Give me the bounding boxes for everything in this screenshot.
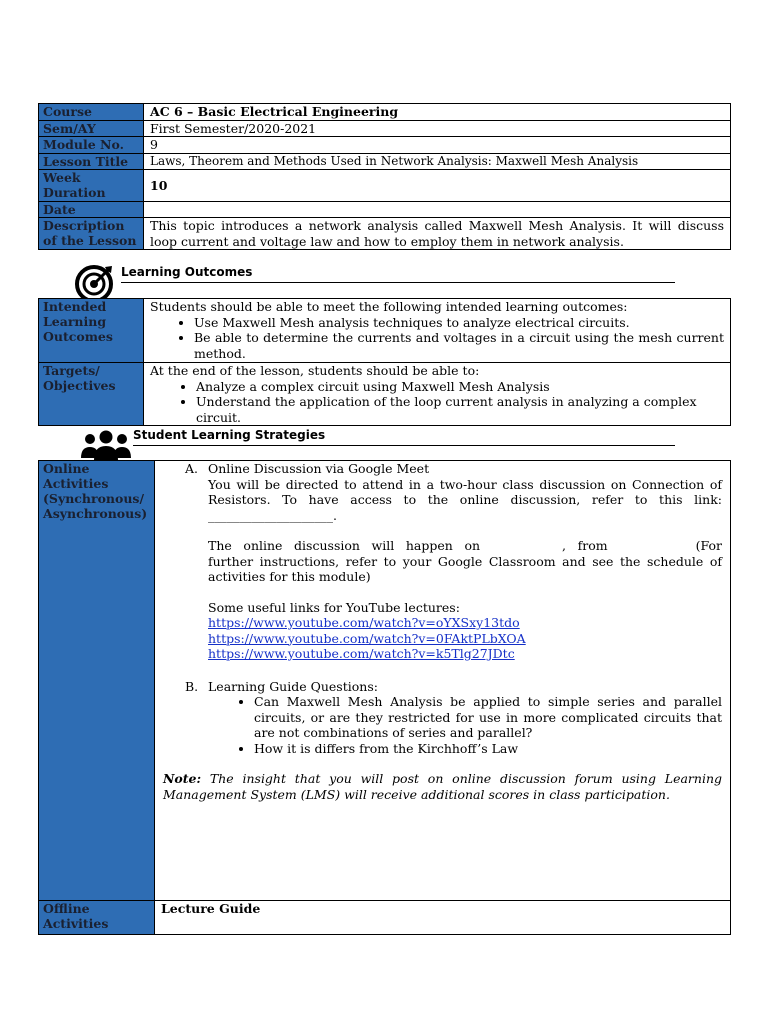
row-label: Sem/AY xyxy=(39,120,144,137)
online-activities-label: Online Activities (Synchronous/ Asynchronous) xyxy=(39,461,155,901)
row-value: Laws, Theorem and Methods Used in Network Analysis: Maxwell Mesh Analysis xyxy=(144,153,731,170)
learning-outcomes-heading: Learning Outcomes xyxy=(121,265,253,279)
heading-rule xyxy=(121,282,675,283)
row-value: First Semester/2020-2021 xyxy=(144,120,731,137)
row-value: AC 6 – Basic Electrical Engineering xyxy=(144,104,731,121)
row-value: 10 xyxy=(144,170,731,202)
targets-label: Targets/ Objectives xyxy=(39,363,144,426)
activity-b-title: Learning Guide Questions: xyxy=(208,678,378,694)
youtube-link[interactable]: https://www.youtube.com/watch?v=k5Tlg27JDtc xyxy=(208,646,515,661)
list-item: • Understand the application of the loop current analysis in analyzing a complex circuit. xyxy=(196,394,724,425)
list-item: • How it is differs from the Kirchhoff’s Law xyxy=(254,741,722,757)
table-row xyxy=(39,299,731,363)
table-row xyxy=(39,153,731,170)
row-label: Description of the Lesson xyxy=(39,218,144,250)
activity-a xyxy=(185,461,722,662)
list-item: • Use Maxwell Mesh analysis techniques to analyze electrical circuits. xyxy=(194,315,724,331)
row-label: Date xyxy=(39,202,144,218)
people-icon xyxy=(80,428,132,462)
item-marker: A. xyxy=(185,461,199,476)
schedule-paragraph: The online discussion will happen on , from (For further instructions, refer to your Google Classroom and see the schedule of activities for this module) xyxy=(208,538,723,584)
row-value xyxy=(144,202,731,218)
intended-outcomes-label: Intended Learning Outcomes xyxy=(39,299,144,363)
table-row xyxy=(39,170,731,202)
row-label: Course xyxy=(39,104,144,121)
table-row xyxy=(39,461,731,901)
row-value: This topic introduces a network analysis called Maxwell Mesh Analysis. It will discuss loop current and voltage law and how to employ them in network analysis. xyxy=(144,218,731,250)
offline-activities-label: Offline Activities xyxy=(39,901,155,935)
intended-intro: Students should be able to meet the following intended learning outcomes: xyxy=(150,299,628,314)
activity-b xyxy=(185,679,722,757)
heading-rule xyxy=(133,445,675,446)
table-row xyxy=(39,137,731,154)
list-item: • Can Maxwell Mesh Analysis be applied to simple series and parallel circuits, or are they restricted for use in more complicated circuits that are not combinations of series and parallel? xyxy=(254,694,722,741)
note-paragraph: Note: The insight that you will post on online discussion forum using Learning Management System (LMS) will receive additional scores in class participation. xyxy=(163,771,722,802)
youtube-link[interactable]: https://www.youtube.com/watch?v=oYXSxy13tdo xyxy=(208,615,520,630)
list-item: • Analyze a complex circuit using Maxwell Mesh Analysis xyxy=(196,379,724,395)
row-label: Week Duration xyxy=(39,170,144,202)
item-marker: B. xyxy=(185,678,199,694)
table-row xyxy=(39,363,731,426)
list-item: • Be able to determine the currents and voltages in a circuit using the mesh current method. xyxy=(194,330,724,361)
lesson-info-table xyxy=(38,103,731,250)
row-value: 9 xyxy=(144,137,731,154)
strategies-heading: Student Learning Strategies xyxy=(133,428,326,442)
table-row xyxy=(39,218,731,250)
youtube-link[interactable]: https://www.youtube.com/watch?v=0FAktPLbXOA xyxy=(208,630,526,646)
links-intro: Some useful links for YouTube lectures: xyxy=(208,599,460,615)
table-row xyxy=(39,120,731,137)
strategies-table xyxy=(38,460,731,935)
row-label: Lesson Title xyxy=(39,153,144,170)
outcomes-table xyxy=(38,298,731,426)
activity-a-paragraph: You will be directed to attend in a two-hour class discussion on Connection of Resistors. To have access to the online discussion, refer to this link: ____________________. xyxy=(208,476,722,523)
table-row xyxy=(39,202,731,218)
activity-a-title: Online Discussion via Google Meet xyxy=(208,461,430,476)
offline-activities-value: Lecture Guide xyxy=(155,901,731,935)
row-label: Module No. xyxy=(39,137,144,154)
table-row xyxy=(39,104,731,121)
targets-intro: At the end of the lesson, students should be able to: xyxy=(150,363,480,378)
table-row xyxy=(39,901,731,935)
